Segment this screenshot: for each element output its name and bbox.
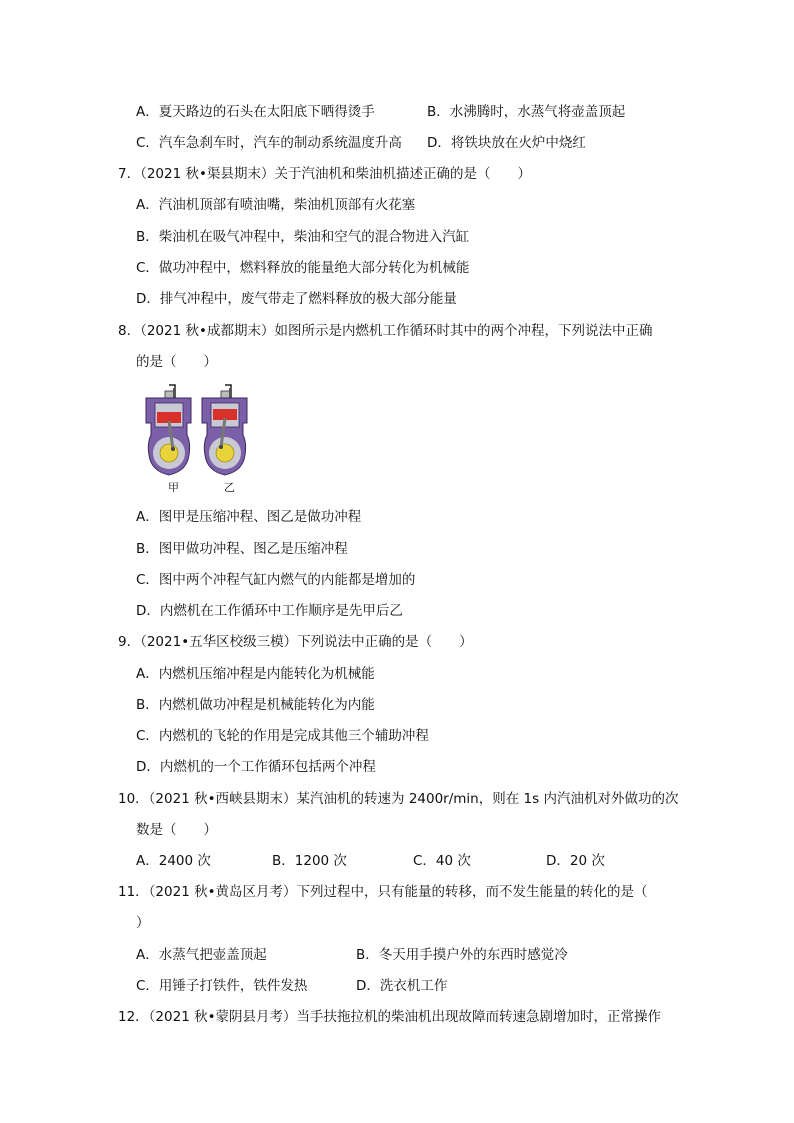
q6-option-b: B．水沸腾时，水蒸气将壶盖顶起	[427, 104, 626, 120]
q9-option-c: C．内燃机的飞轮的作用是完成其他三个辅助冲程	[136, 728, 429, 744]
q8-option-d: D．内燃机在工作循环中工作顺序是先甲后乙	[136, 603, 403, 619]
engine-right	[202, 385, 247, 475]
q11-stem-continued: ）	[136, 915, 150, 931]
q8-option-c: C．图中两个冲程气缸内燃气的内能都是增加的	[136, 572, 416, 588]
q6-option-c: C．汽车急刹车时，汽车的制动系统温度升高	[136, 135, 402, 151]
q8-stem-continued: 的是（ ）	[136, 354, 217, 370]
q11-option-a: A．水蒸气把壶盖顶起	[136, 947, 267, 963]
q10-option-d: D．20 次	[546, 853, 605, 869]
q11-option-c: C．用锤子打铁件，铁件发热	[136, 978, 308, 994]
q9-option-d: D．内燃机的一个工作循环包括两个冲程	[136, 759, 376, 775]
q10-option-c: C．40 次	[413, 853, 471, 869]
q6-option-a: A．夏天路边的石头在太阳底下晒得烫手	[136, 104, 375, 120]
engine-stroke-figure	[143, 383, 251, 495]
q8-stem: 8．（2021 秋•成都期末）如图所示是内燃机工作循环时其中的两个冲程，下列说法中正确	[118, 323, 653, 339]
engine-left	[146, 385, 191, 475]
q12-stem: 12．（2021 秋•蒙阴县月考）当手扶拖拉机的柴油机出现故障而转速急剧增加时，正常操作	[118, 1009, 662, 1025]
q7-option-a: A．汽油机顶部有喷油嘴，柴油机顶部有火花塞	[136, 197, 416, 213]
q11-stem: 11．（2021 秋•黄岛区月考）下列过程中，只有能量的转移，而不发生能量的转化的是（	[118, 884, 648, 900]
figure-label-yi: 乙	[224, 481, 235, 494]
engine-diagram-svg	[143, 383, 251, 479]
q9-option-a: A．内燃机压缩冲程是内能转化为机械能	[136, 666, 375, 682]
q9-stem: 9．（2021•五华区校级三模）下列说法中正确的是（ ）	[118, 634, 473, 650]
figure-label-jia: 甲	[168, 481, 179, 494]
q11-option-d: D．洗衣机工作	[356, 978, 448, 994]
q7-option-b: B．柴油机在吸气冲程中，柴油和空气的混合物进入汽缸	[136, 229, 470, 245]
q8-option-a: A．图甲是压缩冲程、图乙是做功冲程	[136, 509, 362, 525]
q8-option-b: B．图甲做功冲程、图乙是压缩冲程	[136, 541, 348, 557]
q10-stem-continued: 数是（ ）	[136, 822, 217, 838]
q7-stem: 7．（2021 秋•渠县期末）关于汽油机和柴油机描述正确的是（ ）	[118, 166, 531, 182]
q10-stem: 10．（2021 秋•西峡县期末）某汽油机的转速为 2400r/min，则在 1s 内汽油机对外做功的次	[118, 791, 679, 807]
q11-option-b: B．冬天用手摸户外的东西时感觉冷	[356, 947, 568, 963]
q10-option-a: A．2400 次	[136, 853, 211, 869]
q7-option-c: C．做功冲程中，燃料释放的能量绝大部分转化为机械能	[136, 260, 470, 276]
q10-option-b: B．1200 次	[272, 853, 347, 869]
q6-option-d: D．将铁块放在火炉中烧红	[427, 135, 586, 151]
q9-option-b: B．内燃机做功冲程是机械能转化为内能	[136, 697, 375, 713]
q7-option-d: D．排气冲程中，废气带走了燃料释放的极大部分能量	[136, 291, 457, 307]
